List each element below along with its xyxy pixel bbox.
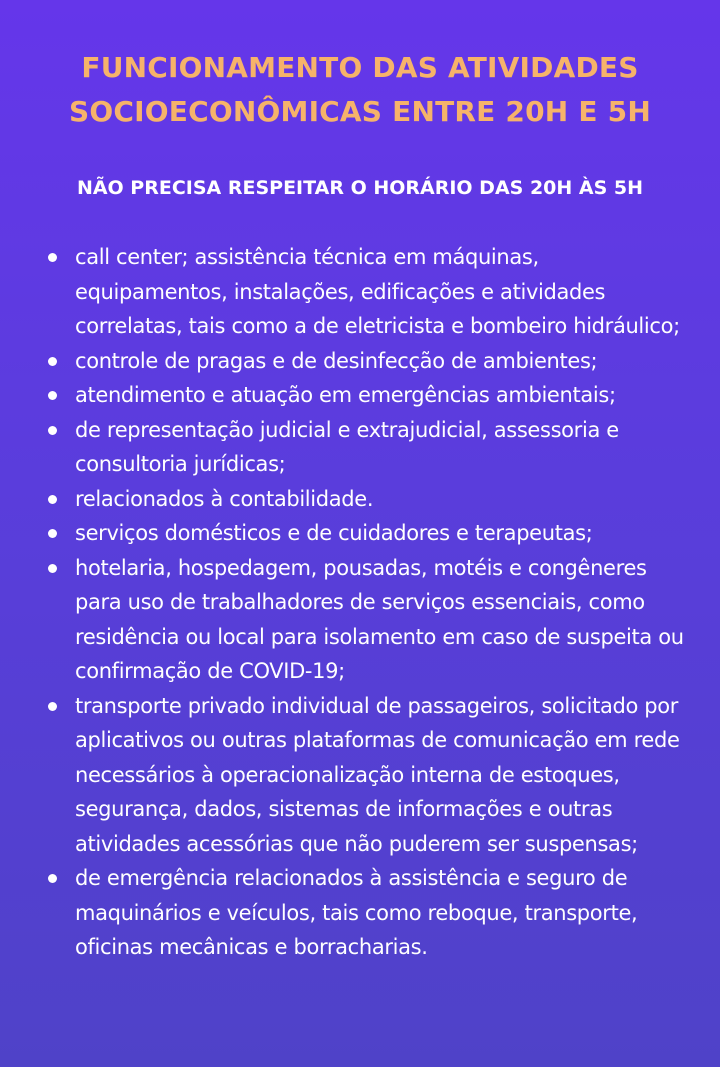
list-item-text: call center; assistência técnica em máquinas, equipamentos, instalações, edificações e atividades correlatas, tais como a de eletricista e bombeiro hidráulico; (75, 245, 680, 338)
list-item-text: hotelaria, hospedagem, pousadas, motéis e congêneres para uso de trabalhadores de serviços essenciais, como residência ou local para isolamento em caso de suspeita ou confirmação de COVID-19; (75, 555, 684, 683)
title-line-1: FUNCIONAMENTO DAS ATIVIDADES (81, 51, 639, 84)
list-item (48, 551, 693, 689)
list-item (48, 413, 693, 482)
list-item-text: de emergência relacionados à assistência e seguro de maquinários e veículos, tais como reboque, transporte, oficinas mecânicas e borracharias. (75, 866, 638, 959)
list-item-text: de representação judicial e extrajudicial, assessoria e consultoria jurídicas; (75, 417, 619, 476)
subtitle: NÃO PRECISA RESPEITAR O HORÁRIO DAS 20H ÀS 5H (76, 177, 644, 199)
list-item-text: controle de pragas e de desinfecção de ambientes; (75, 348, 598, 373)
bullet-icon (48, 426, 57, 435)
page-title (0, 46, 720, 134)
list-item-text: atendimento e atuação em emergências ambientais; (75, 383, 616, 407)
activity-list (48, 240, 693, 965)
list-item (48, 689, 693, 862)
list-item-text: serviços domésticos e de cuidadores e terapeutas; (75, 521, 593, 545)
bullet-icon (48, 253, 57, 262)
bullet-icon (48, 702, 57, 711)
bullet-icon (48, 357, 57, 366)
bullet-icon (48, 495, 57, 504)
list-item (48, 344, 693, 379)
bullet-icon (48, 874, 57, 883)
list-item (48, 378, 693, 413)
title-line-2: SOCIOECONÔMICAS ENTRE 20H E 5H (69, 95, 651, 128)
bullet-icon (48, 529, 57, 538)
bullet-icon (48, 391, 57, 400)
list-item (48, 861, 693, 965)
bullet-icon (48, 564, 57, 573)
list-item (48, 482, 693, 517)
list-item (48, 516, 693, 551)
list-item-text: transporte privado individual de passageiros, solicitado por aplicativos ou outras plataformas de comunicação em rede necessários à operacionalização interna de estoques, segurança, dados, sistemas de informações e outras atividades acessórias que não puderem ser suspensas; (75, 693, 680, 856)
list-item (48, 240, 693, 344)
list-item-text: relacionados à contabilidade. (75, 486, 374, 511)
